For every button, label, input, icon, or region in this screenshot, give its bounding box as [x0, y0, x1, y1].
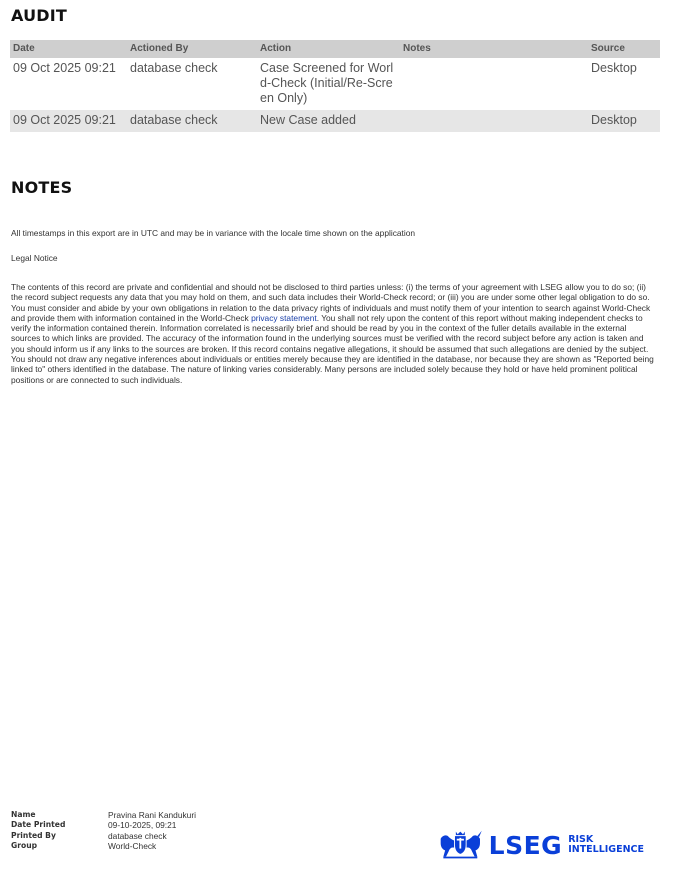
meta-label: Date Printed	[11, 820, 66, 830]
print-metadata	[11, 810, 196, 851]
column-header-actioned-by: Actioned By	[127, 40, 257, 58]
column-header-source: Source	[588, 40, 660, 58]
meta-value: Pravina Rani Kandukuri	[108, 810, 196, 820]
timestamp-note: All timestamps in this export are in UTC and may be in variance with the locale time shown on the application	[11, 228, 416, 238]
legal-notice-body	[11, 282, 658, 385]
meta-value: database check	[108, 830, 167, 841]
notes-title: NOTES	[11, 178, 73, 197]
audit-title: AUDIT	[11, 6, 68, 25]
cell-date: 09 Oct 2025 09:21	[10, 110, 127, 132]
audit-table	[10, 40, 660, 132]
lion-unicorn-crest-icon	[438, 828, 483, 862]
table-row	[10, 58, 660, 110]
meta-label: Name	[11, 810, 36, 819]
table-row	[10, 110, 660, 132]
logo-tagline-line2: INTELLIGENCE	[568, 844, 644, 855]
column-header-action: Action	[257, 40, 400, 58]
meta-row-printed-by	[11, 831, 196, 841]
cell-source: Desktop	[591, 61, 637, 75]
cell-action: New Case added	[257, 110, 400, 132]
cell-action: Case Screened for World-Check (Initial/Re-Screen Only)	[260, 61, 394, 105]
meta-label: Printed By	[11, 830, 56, 840]
cell-notes	[400, 58, 588, 110]
cell-notes	[400, 110, 588, 132]
logo-brand-text: LSEG	[488, 830, 563, 860]
cell-source: Desktop	[588, 110, 660, 132]
cell-actioned-by: database check	[127, 110, 257, 132]
privacy-statement-link[interactable]: privacy statement	[251, 312, 317, 323]
cell-date: 09 Oct 2025 09:21	[13, 61, 116, 75]
meta-label: Group	[11, 840, 38, 850]
meta-row-name	[11, 810, 196, 820]
meta-row-group	[11, 841, 196, 851]
logo-tagline-line1: RISK	[568, 834, 594, 845]
legal-text-part: . You shall not rely upon the content of this report without making independent checks to verify the information contained therein. Information correlated is necessarily brief and should be read by you in the context of the fuller details available in the external sources to which links are provided. The accuracy of the information found in the underlying sources must be verified with the record subject before any action is taken and you should inform us if any links to the sources are broken. If this record contains negative allegations, it should be assumed that such allegations are denied by the subject. You should not draw any negative inferences about individuals or entities merely because they are identified in the database, nor because they are shown as "Reported being linked to" others identified in the database. The nature of linking varies considerably. Many persons are included solely because they hold or have held prominent political positions or are connected to such individuals.	[11, 312, 654, 385]
column-header-notes: Notes	[400, 40, 588, 58]
audit-header-row	[10, 40, 660, 58]
lseg-logo	[438, 826, 644, 864]
column-header-date: Date	[10, 40, 127, 58]
legal-text-part: The contents of this record are private and confidential and should not be disclosed to third parties unless: (i) the terms of your agreement with LSEG allow you to do so; (ii) the record subject requests any data that you may hold on them, and such data includes their World-Check record; or (iii) you are under some other legal obligation to do so. You must consider and abide by your own obligations in relation to the data privacy rights of individuals and must notify them of your intention to search against World-Check and provide them with information contained in the World-Check	[11, 282, 651, 323]
meta-row-date-printed	[11, 820, 196, 830]
logo-tagline	[568, 835, 644, 855]
legal-notice-title: Legal Notice	[11, 253, 58, 263]
meta-value: 09-10-2025, 09:21	[108, 820, 177, 831]
cell-actioned-by: database check	[130, 61, 218, 75]
meta-value: World-Check	[108, 840, 157, 851]
